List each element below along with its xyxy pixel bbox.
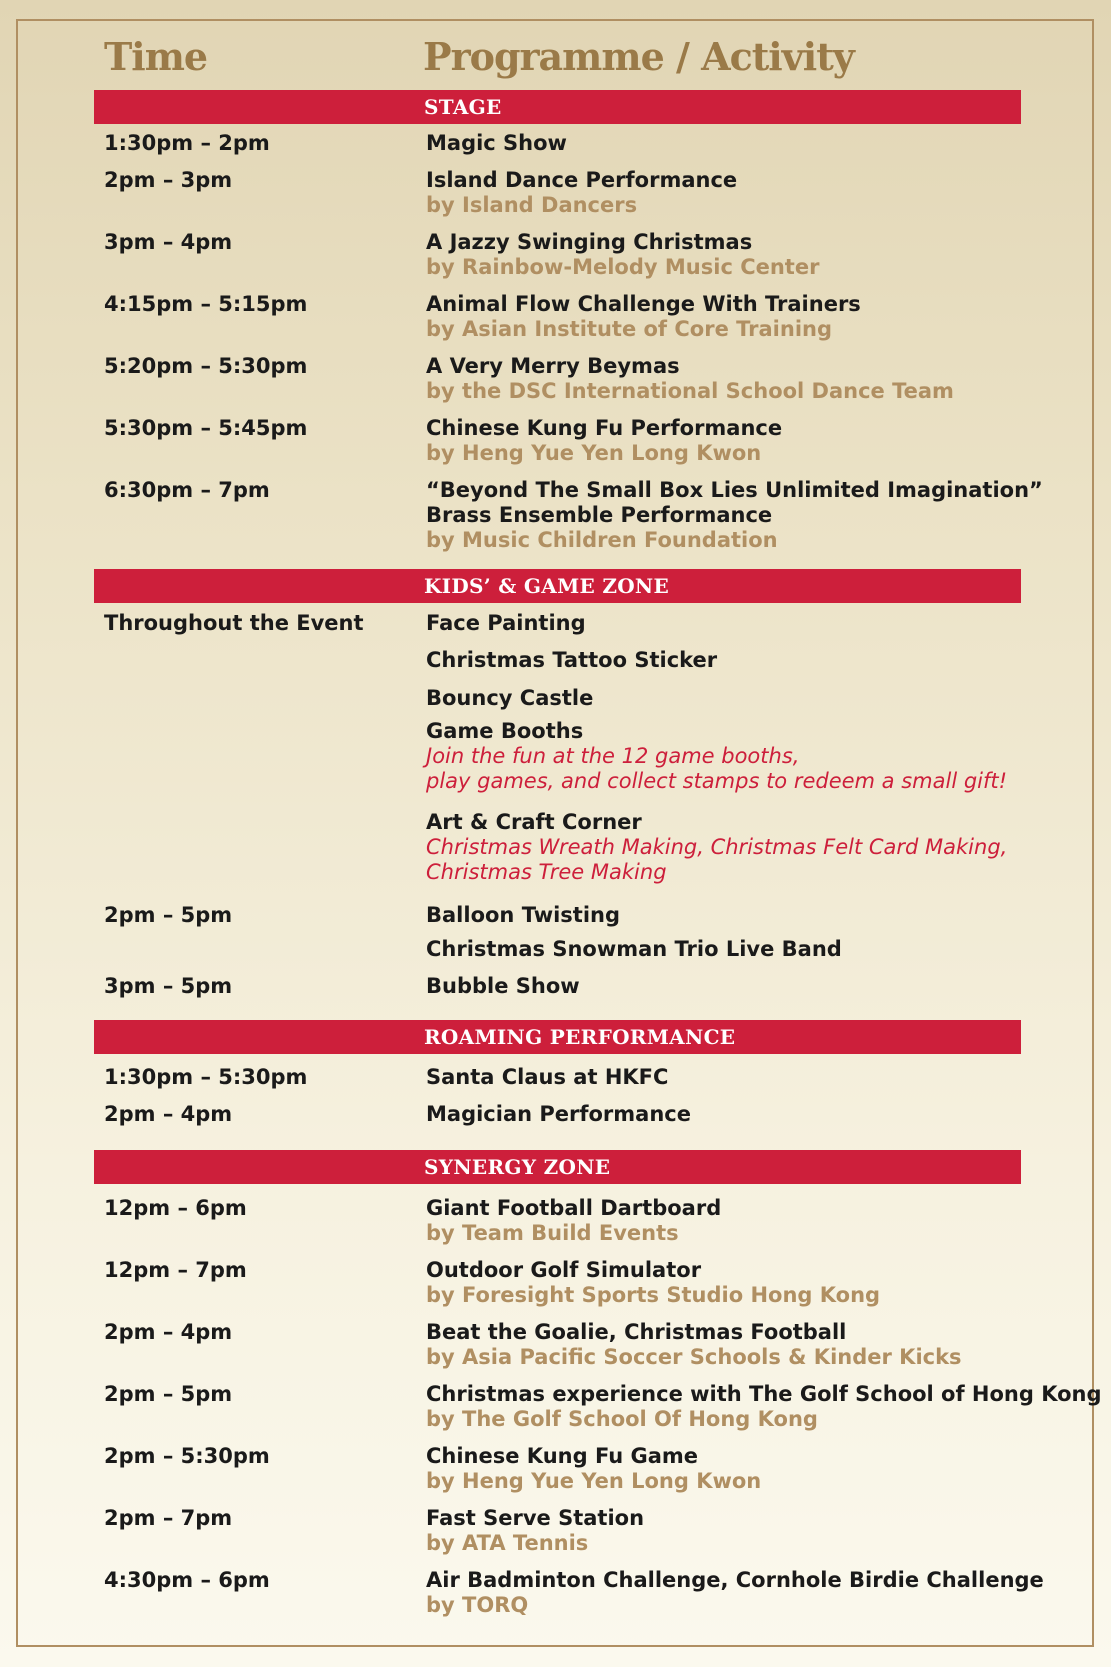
synergy-entry-5: [426, 1444, 1066, 1494]
kids-entry-5: [426, 810, 1066, 885]
stage-title-2: Island Dance Performance: [426, 168, 738, 192]
kids-title-7: Christmas Snowman Trio Live Band: [426, 937, 842, 961]
kids-title-8: Bubble Show: [426, 974, 580, 998]
kids-entry-4: [426, 719, 1066, 794]
stage-entry-5: [426, 354, 1066, 404]
stage-entry-1: [426, 131, 1066, 156]
synergy-title-1: Giant Football Dartboard: [426, 1196, 722, 1220]
kids-note-4a: Join the fun at the 12 game booths,: [426, 744, 800, 768]
kids-entry-6: [426, 903, 1066, 928]
section-stage-banner: [94, 90, 1021, 124]
synergy-title-4: Christmas experience with The Golf School of Hong Kong: [426, 1382, 1102, 1406]
kids-title-2: Christmas Tattoo Sticker: [426, 648, 718, 672]
kids-time-8: 3pm – 5pm: [104, 974, 233, 998]
synergy-by-2: by Foresight Sports Studio Hong Kong: [426, 1283, 881, 1307]
section-synergy-banner: [94, 1150, 1021, 1184]
stage-time-2: 2pm – 3pm: [104, 168, 233, 192]
stage-time-3: 3pm – 4pm: [104, 230, 233, 254]
stage-by-3: by Rainbow-Melody Music Center: [426, 255, 820, 279]
synergy-by-5: by Heng Yue Yen Long Kwon: [426, 1469, 762, 1493]
synergy-entry-4: [426, 1382, 1102, 1432]
kids-title-3: Bouncy Castle: [426, 686, 594, 710]
roaming-entry-1: [426, 1065, 1066, 1090]
kids-entry-7: [426, 937, 1066, 962]
kids-title-1: Face Painting: [426, 611, 586, 635]
synergy-by-3: by Asia Pacific Soccer Schools & Kinder Kicks: [426, 1345, 962, 1369]
stage-time-7: 6:30pm – 7pm: [104, 478, 270, 502]
synergy-title-6: Fast Serve Station: [426, 1506, 645, 1530]
stage-by-4: by Asian Institute of Core Training: [426, 317, 832, 341]
synergy-by-1: by Team Build Events: [426, 1221, 679, 1245]
roaming-title-1: Santa Claus at HKFC: [426, 1065, 669, 1089]
section-kids-label: KIDS’ & GAME ZONE: [424, 574, 670, 598]
kids-title-4: Game Booths: [426, 719, 584, 743]
synergy-by-4: by The Golf School Of Hong Kong: [426, 1407, 818, 1431]
section-roaming-banner: [94, 1020, 1021, 1054]
synergy-entry-6: [426, 1506, 1066, 1556]
synergy-title-3: Beat the Goalie, Christmas Football: [426, 1320, 847, 1344]
stage-title-5: A Very Merry Beymas: [426, 354, 680, 378]
synergy-title-7: Air Badminton Challenge, Cornhole Birdie Challenge: [426, 1568, 1044, 1592]
stage-entry-2: [426, 168, 1066, 218]
synergy-title-5: Chinese Kung Fu Game: [426, 1444, 699, 1468]
stage-title-4: Animal Flow Challenge With Trainers: [426, 292, 861, 316]
synergy-entry-3: [426, 1320, 1066, 1370]
stage-time-4: 4:15pm – 5:15pm: [104, 292, 308, 316]
section-kids-banner: [94, 569, 1021, 603]
stage-by-5: by the DSC International School Dance Team: [426, 379, 954, 403]
stage-title-7b: Brass Ensemble Performance: [426, 503, 773, 527]
section-stage-label: STAGE: [424, 95, 502, 119]
synergy-title-2: Outdoor Golf Simulator: [426, 1258, 702, 1282]
synergy-time-5: 2pm – 5:30pm: [104, 1444, 270, 1468]
section-synergy-label: SYNERGY ZONE: [424, 1155, 611, 1179]
synergy-entry-1: [426, 1196, 1066, 1246]
kids-entry-3: [426, 686, 1066, 711]
kids-entry-2: [426, 648, 1066, 673]
stage-by-7: by Music Children Foundation: [426, 528, 778, 552]
kids-entry-8: [426, 974, 1066, 999]
stage-entry-3: [426, 230, 1066, 280]
kids-time-6: 2pm – 5pm: [104, 903, 233, 927]
synergy-entry-7: [426, 1568, 1066, 1618]
synergy-time-6: 2pm – 7pm: [104, 1506, 233, 1530]
stage-entry-7: [426, 478, 1066, 553]
synergy-time-3: 2pm – 4pm: [104, 1320, 233, 1344]
stage-title-1: Magic Show: [426, 131, 567, 155]
stage-time-1: 1:30pm – 2pm: [104, 131, 270, 155]
section-roaming-label: ROAMING PERFORMANCE: [424, 1025, 736, 1049]
stage-by-2: by Island Dancers: [426, 193, 638, 217]
synergy-by-7: by TORQ: [426, 1593, 529, 1617]
synergy-time-7: 4:30pm – 6pm: [104, 1568, 270, 1592]
stage-title-6: Chinese Kung Fu Performance: [426, 416, 783, 440]
synergy-entry-2: [426, 1258, 1066, 1308]
stage-by-6: by Heng Yue Yen Long Kwon: [426, 441, 762, 465]
synergy-time-4: 2pm – 5pm: [104, 1382, 233, 1406]
roaming-entry-2: [426, 1102, 1066, 1127]
stage-title-3: A Jazzy Swinging Christmas: [426, 230, 753, 254]
kids-title-6: Balloon Twisting: [426, 903, 621, 927]
roaming-time-2: 2pm – 4pm: [104, 1102, 233, 1126]
stage-entry-4: [426, 292, 1066, 342]
stage-title-7: “Beyond The Small Box Lies Unlimited Imagination”: [426, 478, 1043, 502]
kids-entry-1: [426, 611, 1066, 636]
synergy-time-2: 12pm – 7pm: [104, 1258, 247, 1282]
time-column-header: Time: [104, 34, 208, 79]
kids-title-5: Art & Craft Corner: [426, 810, 642, 834]
kids-note-5b: Christmas Tree Making: [426, 860, 667, 884]
programme-column-header: Programme / Activity: [423, 34, 854, 79]
stage-entry-6: [426, 416, 1066, 466]
kids-note-5a: Christmas Wreath Making, Christmas Felt Card Making,: [426, 835, 1008, 859]
kids-note-4b: play games, and collect stamps to redeem a small gift!: [426, 769, 1008, 793]
roaming-time-1: 1:30pm – 5:30pm: [104, 1065, 308, 1089]
kids-time-1: Throughout the Event: [104, 611, 364, 635]
synergy-by-6: by ATA Tennis: [426, 1531, 589, 1555]
stage-time-6: 5:30pm – 5:45pm: [104, 416, 308, 440]
roaming-title-2: Magician Performance: [426, 1102, 691, 1126]
stage-time-5: 5:20pm – 5:30pm: [104, 354, 308, 378]
synergy-time-1: 12pm – 6pm: [104, 1196, 247, 1220]
